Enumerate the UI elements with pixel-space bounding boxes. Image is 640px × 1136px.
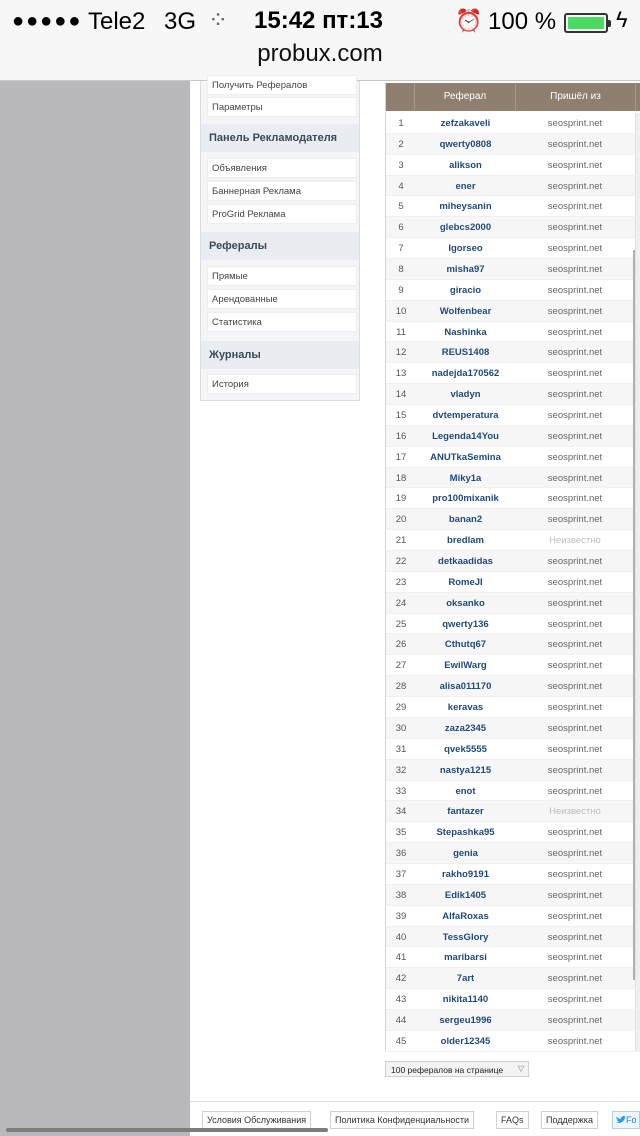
- row-number: 41: [395, 952, 407, 964]
- table-header: [386, 83, 640, 111]
- table-row: [386, 217, 640, 238]
- referral-source: seosprint.net: [547, 597, 603, 609]
- referral-name-link[interactable]: maribarsi: [444, 952, 487, 964]
- referral-name-link[interactable]: 7art: [456, 973, 475, 985]
- chevron-down-icon: ▽: [517, 1064, 524, 1073]
- table-row: [386, 697, 640, 718]
- referral-source: Неизвестно: [549, 535, 601, 547]
- referral-source: seosprint.net: [547, 284, 603, 296]
- referral-source: seosprint.net: [547, 389, 603, 401]
- referral-name-link[interactable]: EwilWarg: [444, 660, 487, 672]
- row-overflow-cell: [635, 196, 640, 216]
- row-number: 34: [395, 806, 407, 818]
- table-row: [386, 572, 640, 593]
- referral-source: seosprint.net: [547, 743, 603, 755]
- sidebar: [200, 81, 360, 401]
- table-row: [386, 322, 640, 343]
- status-bar: [0, 4, 640, 38]
- row-number: 22: [395, 556, 407, 568]
- table-row: [386, 468, 640, 489]
- row-number: 35: [395, 827, 407, 839]
- row-overflow-cell: [635, 238, 640, 258]
- row-number: 43: [395, 994, 407, 1006]
- row-overflow-cell: [635, 134, 640, 154]
- row-number: 37: [395, 868, 407, 880]
- row-overflow-cell: [635, 655, 640, 675]
- row-overflow-cell: [635, 989, 640, 1009]
- time-text: 15:42: [254, 7, 316, 34]
- sidebar-item-statistics[interactable]: Статистика: [207, 312, 357, 332]
- referral-name-link[interactable]: pro100mixanik: [432, 493, 499, 505]
- row-number: 44: [395, 1014, 407, 1026]
- row-number: 20: [395, 514, 407, 526]
- sidebar-item-rented[interactable]: Арендованные: [207, 289, 357, 309]
- row-overflow-cell: [635, 634, 640, 654]
- referral-name-link[interactable]: RomeJI: [448, 576, 483, 588]
- clock: [254, 7, 383, 35]
- row-number: 11: [396, 326, 406, 338]
- referral-source: seosprint.net: [547, 889, 603, 901]
- referral-name-link[interactable]: qwerty136: [442, 618, 489, 630]
- table-row: [386, 634, 640, 655]
- row-overflow-cell: [635, 718, 640, 738]
- footer-link-support[interactable]: Поддержка: [541, 1111, 598, 1129]
- table-row: [386, 885, 640, 906]
- row-number: 23: [395, 576, 407, 588]
- footer-divider: [190, 1101, 640, 1102]
- footer-link-faqs[interactable]: FAQs: [496, 1111, 529, 1129]
- sidebar-section-referrals: Рефералы: [201, 232, 359, 260]
- referral-source: seosprint.net: [547, 764, 603, 776]
- referral-name-link[interactable]: Stepashka95: [436, 827, 495, 839]
- referral-source: seosprint.net: [547, 576, 603, 588]
- referral-source: seosprint.net: [547, 326, 603, 338]
- row-number: 32: [395, 764, 407, 776]
- referral-source: seosprint.net: [547, 1014, 603, 1026]
- row-number: 24: [395, 597, 407, 609]
- referral-source: seosprint.net: [547, 430, 603, 442]
- row-number: 19: [395, 493, 407, 505]
- row-overflow-cell: [635, 739, 640, 759]
- referral-name-link[interactable]: bredlam: [447, 535, 484, 547]
- row-overflow-cell: [635, 384, 640, 404]
- referral-source: seosprint.net: [547, 994, 603, 1006]
- referral-name-link[interactable]: qwerty0808: [439, 138, 492, 150]
- row-overflow-cell: [635, 530, 640, 550]
- referral-name-link[interactable]: zaza2345: [444, 722, 487, 734]
- row-number: 26: [395, 639, 407, 651]
- referral-source: seosprint.net: [547, 785, 603, 797]
- row-number: 14: [395, 389, 407, 401]
- battery-percent: 100 %: [488, 8, 557, 35]
- referral-name-link[interactable]: AlfaRoxas: [442, 910, 489, 922]
- referral-name-link[interactable]: keravas: [447, 702, 484, 714]
- row-number: 30: [395, 722, 407, 734]
- referral-name-link[interactable]: Nashinka: [444, 326, 487, 338]
- row-overflow-cell: [635, 155, 640, 175]
- referral-name-link[interactable]: enot: [455, 785, 476, 797]
- table-row: [386, 426, 640, 447]
- row-number: 6: [398, 222, 404, 234]
- per-page-select[interactable]: [385, 1061, 529, 1077]
- table-row: [386, 342, 640, 363]
- day-text: пт:13: [322, 7, 383, 34]
- referral-name-link[interactable]: giracio: [449, 284, 482, 296]
- sidebar-section-advertiser: Панель Рекламодателя: [201, 124, 359, 152]
- row-overflow-cell: [635, 217, 640, 237]
- table-row: [386, 259, 640, 280]
- table-row: [386, 384, 640, 405]
- row-overflow-cell: [635, 280, 640, 300]
- referral-name-link[interactable]: nadejda170562: [431, 368, 500, 380]
- column-header-more: [635, 83, 640, 111]
- per-page-label: 100 рефералов на странице: [391, 1065, 504, 1075]
- row-overflow-cell: [635, 927, 640, 947]
- referral-name-link[interactable]: Edik1405: [444, 889, 487, 901]
- table-row: [386, 363, 640, 384]
- table-row: [386, 1031, 640, 1052]
- table-row: [386, 676, 640, 697]
- row-overflow-cell: [635, 1010, 640, 1030]
- referral-source: seosprint.net: [547, 660, 603, 672]
- table-row: [386, 551, 640, 572]
- row-overflow-cell: [635, 363, 640, 383]
- sidebar-item-parameters[interactable]: Параметры: [207, 97, 357, 117]
- row-number: 8: [398, 264, 404, 276]
- row-number: 28: [395, 681, 407, 693]
- row-overflow-cell: [635, 488, 640, 508]
- sidebar-item-progrid-ads[interactable]: ProGrid Реклама: [207, 204, 357, 224]
- row-number: 9: [398, 284, 404, 296]
- charging-icon: ϟ: [616, 7, 628, 32]
- referral-source: seosprint.net: [547, 410, 603, 422]
- referral-source: seosprint.net: [547, 722, 603, 734]
- referral-name-link[interactable]: TessGlory: [442, 931, 489, 943]
- referral-source: seosprint.net: [547, 681, 603, 693]
- referral-source: seosprint.net: [547, 639, 603, 651]
- network-label: 3G: [164, 8, 197, 35]
- row-overflow-cell: [635, 113, 640, 133]
- table-row: [386, 843, 640, 864]
- referral-name-link[interactable]: ANUTkaSemina: [430, 451, 501, 463]
- table-row: [386, 927, 640, 948]
- row-overflow-cell: [635, 697, 640, 717]
- row-overflow-cell: [635, 885, 640, 905]
- referral-name-link[interactable]: misha97: [446, 264, 485, 276]
- referral-source: seosprint.net: [547, 973, 603, 985]
- row-number: 27: [395, 660, 407, 672]
- sidebar-item-banner-ads[interactable]: Баннерная Реклама: [207, 181, 357, 201]
- row-overflow-cell: [635, 614, 640, 634]
- referral-source: seosprint.net: [547, 451, 603, 463]
- table-row: [386, 801, 640, 822]
- referral-source: seosprint.net: [547, 368, 603, 380]
- row-number: 40: [395, 931, 407, 943]
- row-number: 3: [398, 159, 404, 171]
- referral-source: seosprint.net: [547, 222, 603, 234]
- referral-name-link[interactable]: vladyn: [450, 389, 481, 401]
- row-overflow-cell: [635, 509, 640, 529]
- referral-source: seosprint.net: [547, 848, 603, 860]
- table-row: [386, 906, 640, 927]
- table-row: [386, 822, 640, 843]
- referral-source: seosprint.net: [547, 868, 603, 880]
- row-number: 38: [395, 889, 407, 901]
- row-number: 39: [395, 910, 407, 922]
- table-row: [386, 968, 640, 989]
- row-number: 1: [398, 118, 404, 129]
- referral-name-link[interactable]: oksanko: [446, 597, 485, 609]
- row-overflow-cell: [635, 906, 640, 926]
- column-header-referral[interactable]: Реферал: [414, 83, 515, 111]
- row-overflow-cell: [635, 572, 640, 592]
- loading-spinner-icon: ⁘: [208, 7, 229, 34]
- sidebar-item-history[interactable]: История: [207, 374, 357, 394]
- referral-name-link[interactable]: Cthutq67: [444, 639, 487, 651]
- row-number: 29: [395, 702, 407, 714]
- referral-source: Неизвестно: [549, 806, 601, 818]
- referral-name-link[interactable]: sergeu1996: [439, 1014, 492, 1026]
- referral-source: seosprint.net: [547, 472, 603, 484]
- row-overflow-cell: [635, 968, 640, 988]
- referral-source: seosprint.net: [547, 264, 603, 276]
- table-row: [386, 593, 640, 614]
- referral-source: seosprint.net: [547, 702, 603, 714]
- table-row: [386, 155, 640, 176]
- row-number: 25: [395, 618, 407, 630]
- referral-source: seosprint.net: [547, 910, 603, 922]
- row-overflow-cell: [635, 822, 640, 842]
- referral-name-link[interactable]: Igorseo: [448, 243, 483, 255]
- sidebar-section-logs: Журналы: [201, 341, 359, 369]
- row-number: 5: [398, 201, 404, 213]
- referral-source: seosprint.net: [547, 618, 603, 630]
- referral-source: seosprint.net: [547, 201, 603, 213]
- row-number: 42: [395, 973, 407, 985]
- referral-source: seosprint.net: [547, 180, 603, 192]
- footer-link-privacy[interactable]: Политика Конфиденциальности: [330, 1111, 474, 1129]
- row-number: 4: [398, 180, 404, 192]
- referral-name-link[interactable]: alisa011170: [439, 681, 492, 693]
- row-number: 33: [395, 785, 407, 797]
- row-number: 7: [398, 243, 404, 255]
- row-overflow-cell: [635, 781, 640, 801]
- referral-source: seosprint.net: [547, 138, 603, 150]
- table-row: [386, 301, 640, 322]
- referral-source: seosprint.net: [547, 1035, 603, 1047]
- row-number: 2: [398, 138, 404, 150]
- vertical-scrollbar[interactable]: [633, 250, 635, 980]
- row-overflow-cell: [635, 801, 640, 821]
- row-overflow-cell: [635, 843, 640, 863]
- signal-icon: ●●●●●: [12, 10, 83, 32]
- row-overflow-cell: [635, 760, 640, 780]
- table-row: [386, 196, 640, 217]
- browser-top-bar: [0, 0, 640, 81]
- referral-name-link[interactable]: Wolfenbear: [439, 305, 492, 317]
- row-overflow-cell: [635, 947, 640, 967]
- row-overflow-cell: [635, 176, 640, 196]
- referral-name-link[interactable]: rakho9191: [441, 868, 489, 880]
- table-row: [386, 864, 640, 885]
- referral-source: seosprint.net: [547, 243, 603, 255]
- row-overflow-cell: [635, 322, 640, 342]
- web-page: [190, 81, 640, 1136]
- referral-name-link[interactable]: dvtemperatura: [432, 410, 499, 422]
- table-row: [386, 718, 640, 739]
- table-row: [386, 614, 640, 635]
- row-number: 13: [395, 368, 407, 380]
- referral-name-link[interactable]: qvek5555: [444, 743, 487, 755]
- battery-icon: [564, 13, 608, 33]
- referral-name-link[interactable]: detkaadidas: [438, 556, 493, 568]
- row-overflow-cell: [635, 426, 640, 446]
- referral-source: seosprint.net: [547, 118, 603, 129]
- table-row: [386, 280, 640, 301]
- referral-name-link[interactable]: banan2: [448, 514, 483, 526]
- row-overflow-cell: [635, 405, 640, 425]
- row-number: 31: [395, 743, 407, 755]
- referral-name-link[interactable]: fantazer: [447, 806, 484, 818]
- row-number: 12: [395, 347, 407, 359]
- row-overflow-cell: [635, 676, 640, 696]
- referral-name-link[interactable]: genia: [453, 848, 478, 860]
- sidebar-item-ads[interactable]: Объявления: [207, 158, 357, 178]
- row-overflow-cell: [635, 468, 640, 488]
- row-number: 15: [395, 410, 407, 422]
- table-row: [386, 176, 640, 197]
- column-header-number: [386, 83, 414, 111]
- row-number: 10: [395, 305, 407, 317]
- referral-name-link[interactable]: nikita1140: [442, 994, 489, 1006]
- referral-source: seosprint.net: [547, 305, 603, 317]
- referral-source: seosprint.net: [547, 931, 603, 943]
- table-row: [386, 739, 640, 760]
- row-number: 45: [395, 1035, 407, 1047]
- referral-name-link[interactable]: alikson: [449, 159, 482, 171]
- table-row: [386, 238, 640, 259]
- referral-name-link[interactable]: miheysanin: [439, 201, 492, 213]
- table-body: [386, 113, 640, 1052]
- referral-source: seosprint.net: [547, 493, 603, 505]
- row-overflow-cell: [635, 593, 640, 613]
- referral-source: seosprint.net: [547, 514, 603, 526]
- table-row: [386, 947, 640, 968]
- table-row: [386, 781, 640, 802]
- row-overflow-cell: [635, 259, 640, 279]
- bird-icon: [616, 1116, 626, 1124]
- referral-name-link[interactable]: ener: [455, 180, 476, 192]
- address-bar[interactable]: probux.com: [257, 40, 383, 67]
- referral-name-link[interactable]: glebcs2000: [439, 222, 492, 234]
- table-row: [386, 655, 640, 676]
- referral-source: seosprint.net: [547, 556, 603, 568]
- sidebar-item-get-referrals[interactable]: Получить Рефералов: [207, 75, 357, 95]
- referral-source: seosprint.net: [547, 159, 603, 171]
- twitter-follow-button[interactable]: [612, 1111, 640, 1129]
- row-overflow-cell: [635, 551, 640, 571]
- table-row: [386, 1010, 640, 1031]
- referral-source: seosprint.net: [547, 347, 603, 359]
- table-row: [386, 488, 640, 509]
- referral-name-link[interactable]: Miky1a: [449, 472, 482, 484]
- table-row: [386, 760, 640, 781]
- footer-link-terms[interactable]: Условия Обслуживания: [202, 1111, 311, 1129]
- referral-name-link[interactable]: older12345: [440, 1035, 491, 1047]
- referral-source: seosprint.net: [547, 952, 603, 964]
- horizontal-scrollbar[interactable]: [6, 1128, 328, 1132]
- row-number: 16: [395, 430, 407, 442]
- sidebar-item-direct[interactable]: Прямые: [207, 266, 357, 286]
- table-row: [386, 405, 640, 426]
- row-overflow-cell: [635, 301, 640, 321]
- row-overflow-cell: [635, 1031, 640, 1051]
- table-row: [386, 113, 640, 134]
- row-overflow-cell: [635, 447, 640, 467]
- column-header-from[interactable]: Пришёл из: [515, 83, 635, 111]
- row-number: 17: [395, 451, 407, 463]
- row-overflow-cell: [635, 864, 640, 884]
- table-row: [386, 530, 640, 551]
- referral-name-link[interactable]: nastya1215: [439, 764, 492, 776]
- referral-name-link[interactable]: zefzakaveli: [440, 118, 491, 129]
- battery-fill: [568, 17, 604, 29]
- referral-source: seosprint.net: [547, 827, 603, 839]
- referral-name-link[interactable]: REUS1408: [441, 347, 490, 359]
- alarm-icon: ⏰: [455, 8, 483, 33]
- table-row: [386, 447, 640, 468]
- twitter-label: Fo: [626, 1115, 637, 1125]
- row-number: 21: [395, 535, 407, 547]
- table-row: [386, 134, 640, 155]
- carrier-label: Tele2: [88, 8, 146, 35]
- row-number: 18: [395, 472, 407, 484]
- row-number: 36: [395, 848, 407, 860]
- referrals-table: [385, 83, 640, 1051]
- table-row: [386, 989, 640, 1010]
- row-overflow-cell: [635, 342, 640, 362]
- referral-name-link[interactable]: Legenda14You: [432, 430, 499, 442]
- table-row: [386, 509, 640, 530]
